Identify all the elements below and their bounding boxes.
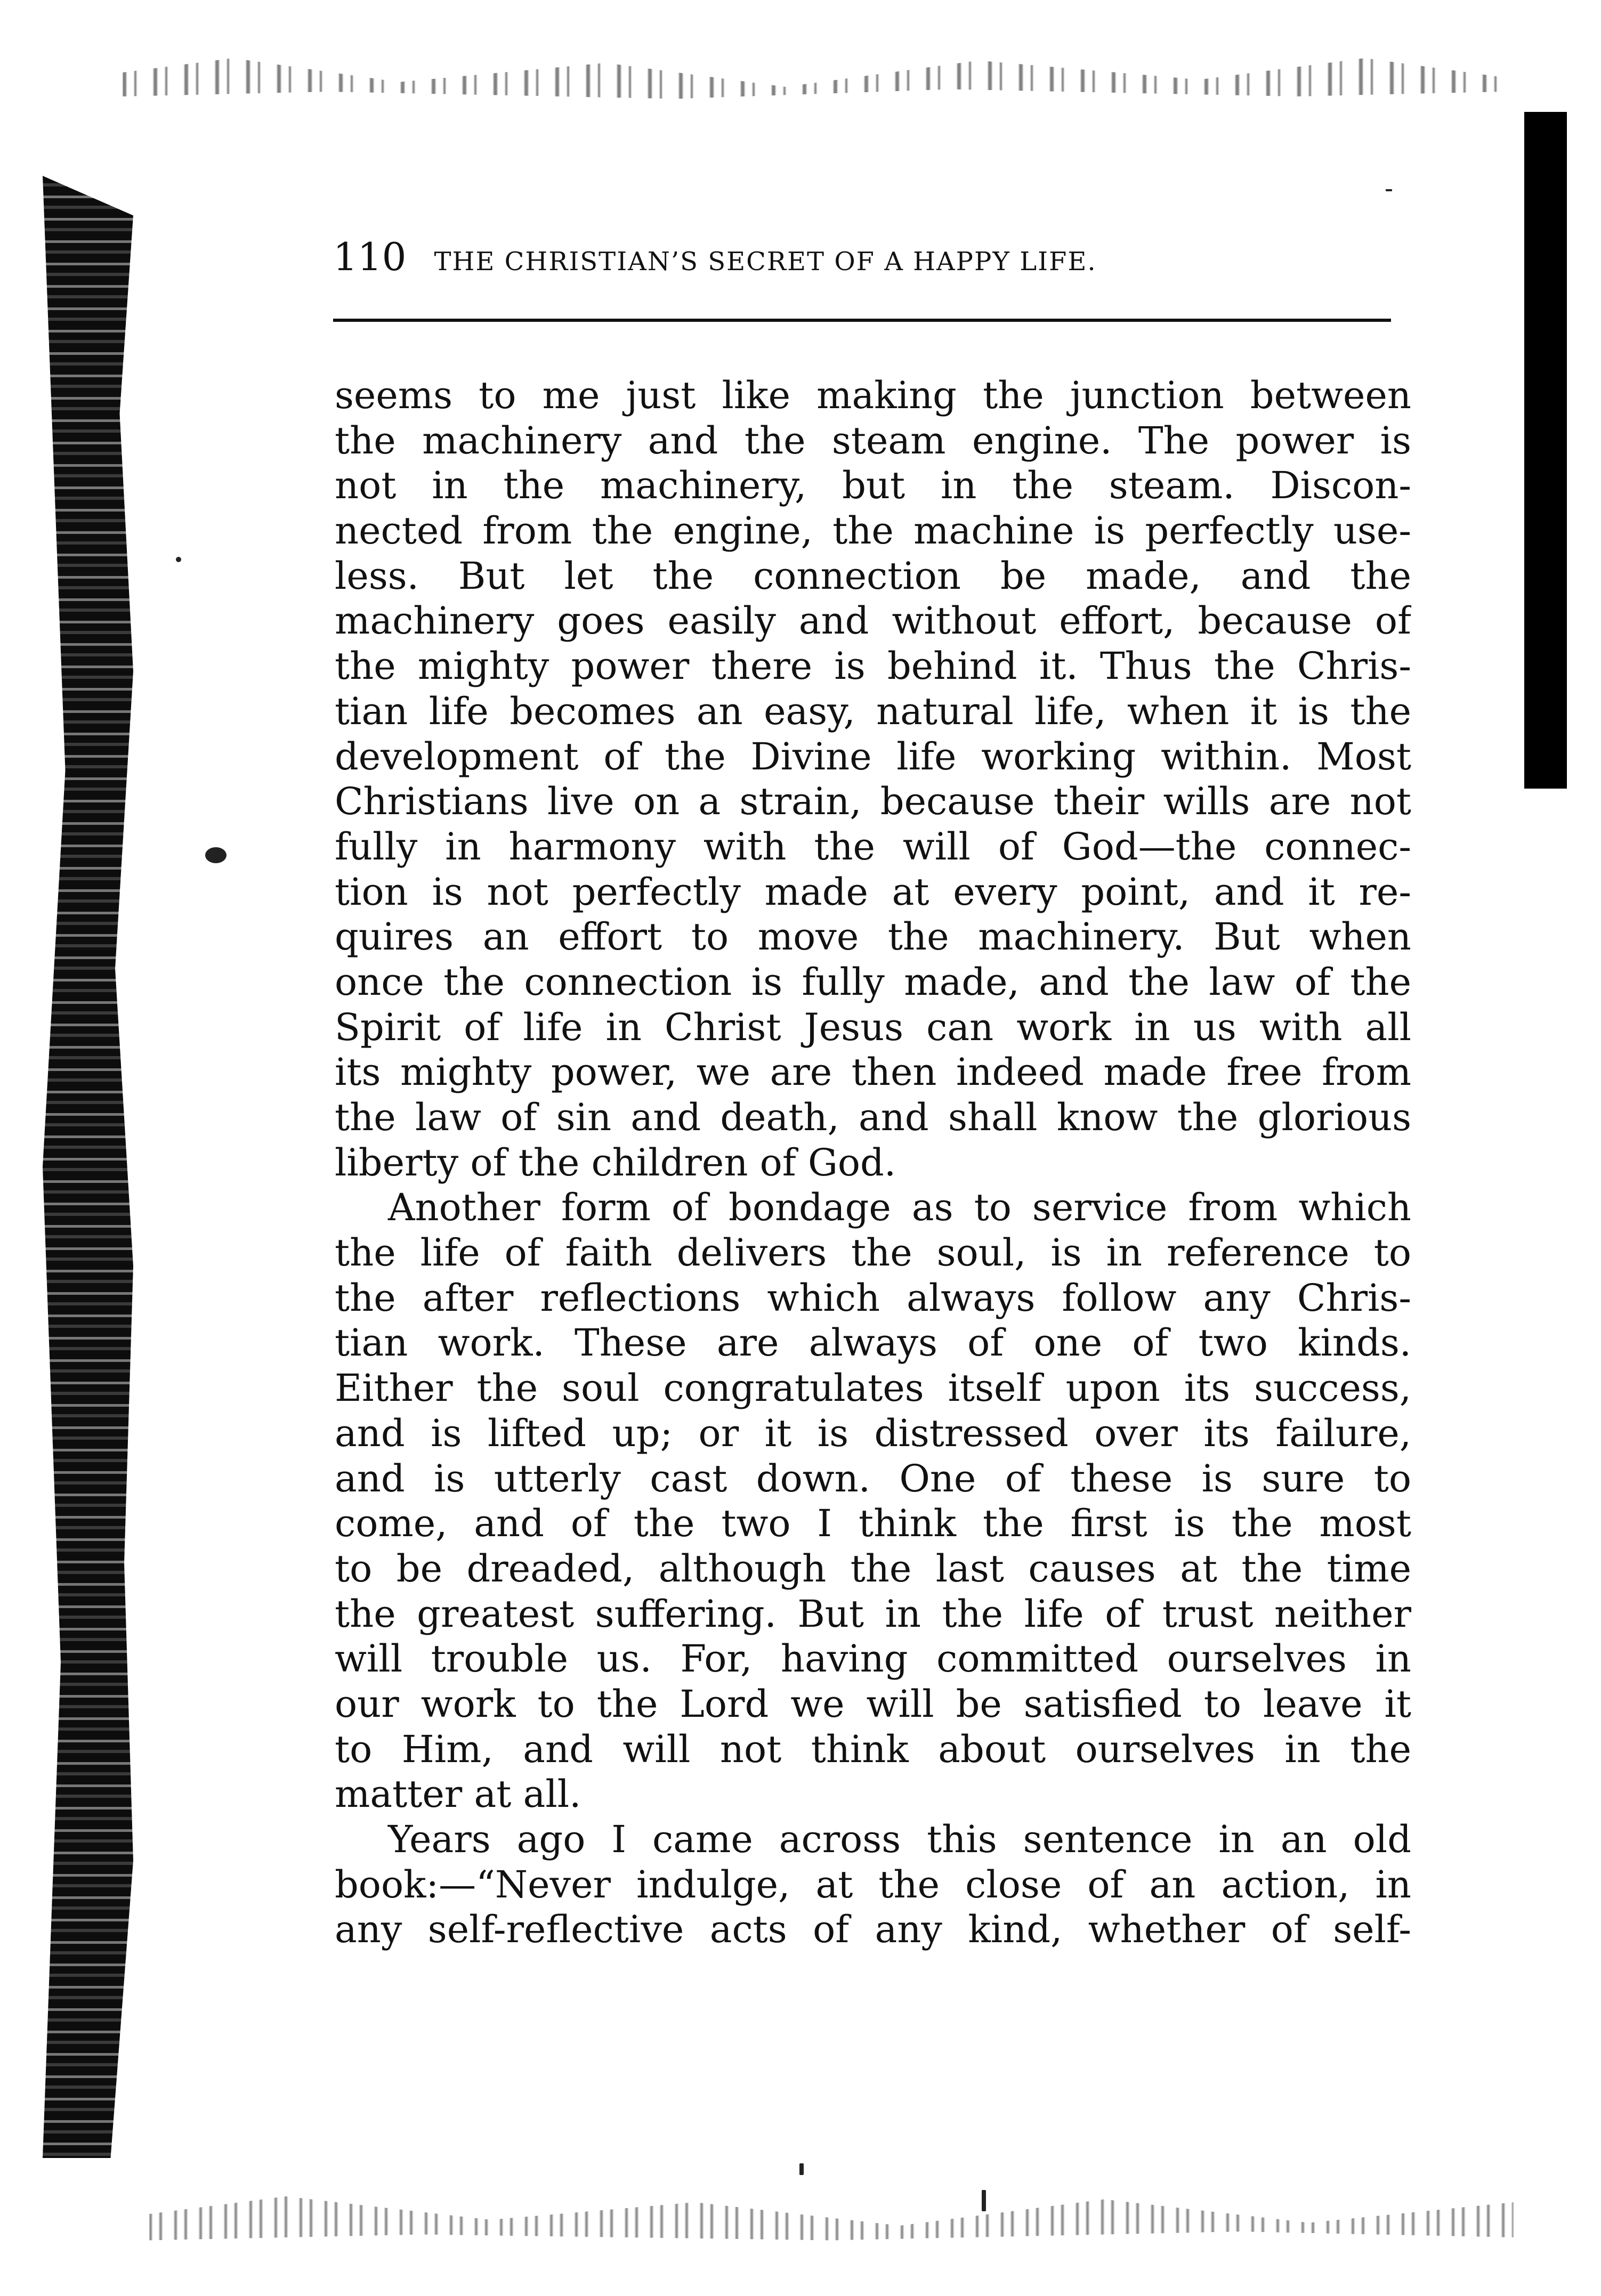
text-line: any self-reflective acts of any kind, whether of self- [335,1908,1411,1952]
scan-speck [205,847,227,863]
text-line: our work to the Lord we will be satisfied to leave it [335,1682,1411,1726]
scan-speck [1386,189,1392,191]
text-line: its mighty power, we are then indeed made free from [335,1050,1411,1094]
scan-edge-bottom [149,2185,1514,2243]
text-line: the life of faith delivers the soul, is in reference to [335,1231,1411,1275]
text-line: and is utterly cast down. One of these is sure to [335,1456,1411,1500]
text-line: liberty of the children of God. [335,1140,896,1184]
text-line: to Him, and will not think about ourselves in the [335,1727,1411,1771]
text-line: and is lifted up; or it is distressed over its failure, [335,1411,1411,1455]
text-line: less. But let the connection be made, and the [335,554,1411,598]
text-line: book:—“Never indulge, at the close of an action, in [335,1862,1411,1906]
text-line: once the connection is fully made, and the law of the [335,960,1411,1004]
text-line: tion is not perfectly made at every point, and it re- [335,870,1411,914]
scan-speck [799,2163,804,2175]
scan-speck [176,557,181,562]
text-line: the mighty power there is behind it. Thus the Chris- [335,644,1411,688]
scan-edge-left [43,176,133,2158]
running-title: THE CHRISTIAN’S SECRET OF A HAPPY LIFE. [434,247,1097,277]
text-line: matter at all. [335,1772,581,1816]
running-head [333,234,1367,282]
paragraph-3 [335,1817,1411,1952]
text-line: not in the machinery, but in the steam. Discon- [335,464,1411,508]
text-line: to be dreaded, although the last causes at the time [335,1546,1411,1591]
text-line: fully in harmony with the will of God—the connec- [335,824,1411,869]
text-line: the machinery and the steam engine. The power is [335,418,1411,463]
paragraph-2 [335,1185,1411,1817]
text-line: machinery goes easily and without effort, because of [335,599,1411,643]
text-line: Years ago I came across this sentence in an old [388,1818,1411,1861]
text-line: the greatest suffering. But in the life of trust neither [335,1592,1411,1636]
body-text [335,373,1411,1952]
scan-edge-top [123,53,1503,101]
page-number: 110 [333,234,407,279]
text-line: nected from the engine, the machine is perfectly use- [335,509,1411,553]
text-line: development of the Divine life working within. Most [335,734,1411,778]
text-line: Another form of bondage as to service from which [388,1186,1411,1230]
text-line: seems to me just like making the junction between [335,374,1411,417]
text-line: Christians live on a strain, because their wills are not [335,780,1411,824]
text-line: come, and of the two I think the first is the most [335,1502,1411,1546]
scan-speck [982,2190,986,2211]
text-line: tian work. These are always of one of two kinds. [335,1321,1411,1365]
text-line: quires an effort to move the machinery. But when [335,915,1411,959]
text-line: the law of sin and death, and shall know the glorious [335,1096,1411,1139]
text-line: will trouble us. For, having committed ourselves in [335,1637,1411,1681]
scan-edge-right [1524,112,1567,789]
text-line: Either the soul congratulates itself upon its success, [335,1366,1411,1410]
text-line: Spirit of life in Christ Jesus can work in us with all [335,1005,1411,1049]
header-rule [333,319,1391,322]
paragraph-1 [335,373,1411,1185]
text-line: tian life becomes an easy, natural life, when it is the [335,689,1411,733]
text-line: the after reflections which always follow any Chris- [335,1276,1411,1320]
